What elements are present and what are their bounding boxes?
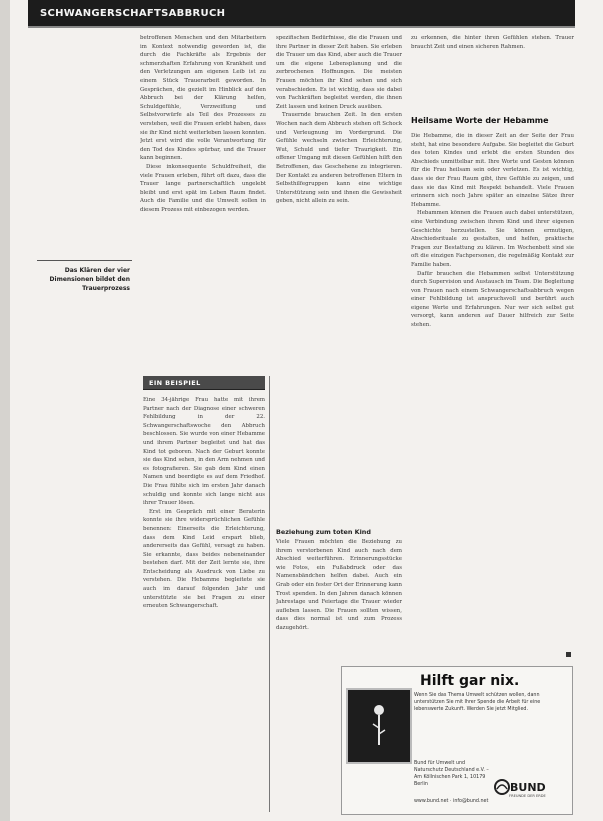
example-box-label: EIN BEISPIEL <box>149 379 201 387</box>
flower-figure-icon <box>372 704 386 748</box>
paragraph: Dafür brauchen die Hebammen selbst Unterstützung durch Supervision und Austausch im Team. Die Begleitung von Frauen nach einem Schwangerschaftsabbruch wegen einer Fehlbildung ist anspruchsvoll und berührt auch eigene Werte und Erfahrungen. Nur wer sich selbst gut versorgt, kann anderen auf Dauer hilfreich zur Seite stehen. <box>411 270 574 329</box>
paragraph: Erst im Gespräch mit einer Beraterin konnte sie ihre widersprüchlichen Gefühle benennen: Einerseits die Erleichterung, dass dem Kind Leid erspart blieb, andererseits das Gefühl, versagt zu haben. Sie erkannte, dass beides nebeneinander bestehen darf. Mit der Zeit lernte sie, ihre Entscheidung als Ausdruck von Liebe zu verstehen. Die Hebamme begleitete sie auch im darauf folgenden Jahr und unterstützte sie bei Fragen zu einer erneuten Schwangerschaft. <box>143 508 265 610</box>
article-column-2 <box>140 34 266 369</box>
caption-rule <box>37 260 132 261</box>
header-rule <box>28 26 575 28</box>
section-title: SCHWANGERSCHAFTSABBRUCH <box>40 8 226 19</box>
ad-text: Wenn Sie das Thema Umwelt schützen wollen, dann unterstützen Sie mit Ihrer Spende die Arbeit für eine lebenswerte Zukunft. Werden Sie jetzt Mitglied. <box>414 693 541 712</box>
subheading: Beziehung zum toten Kind <box>276 528 371 536</box>
example-box-body <box>143 396 265 808</box>
paragraph: betroffenen Menschen und den Mitarbeitern im Kontext notwendig geworden ist, die durch die Fachkräfte als Ergebnis der schmerzhaften Erfahrung von Krankheit und den Verletzungen am eigenen Leib ist zu einem Stück Trauerarbeit geworden. In Gesprächen, die gezielt im Hinblick auf den Abbruch bei der Klärung helfen, Schuldgefühle, Verzweiflung und Selbstvorwürfe als Teil des Prozesses zu verstehen, weil die Frauen erlebt haben, dass sie ihr Kind nicht weiterleben lassen konnten. Jetzt erst wird die volle Verantwortung für den Tod des Kindes spürbar, und die Trauer kann beginnen. <box>140 35 266 162</box>
ad-contact: www.bund.net · info@bund.net <box>414 799 489 804</box>
article-column-4 <box>411 132 574 652</box>
ad-logo-subtext: FREUNDE DER ERDE <box>509 794 546 798</box>
ad-logo-text: BUND <box>510 781 546 794</box>
example-box-heading <box>143 376 265 390</box>
paragraph: Eine 34-jährige Frau hatte mit ihrem Partner nach der Diagnose einer schweren Fehlbildung in der 22. Schwangerschaftswoche den Abbruch beschlossen. Sie wurde von einer Hebamme und ihrem Partner begleitet und hat das Kind tot geboren. Nach der Geburt konnte sie das Kind sehen, in den Arm nehmen und es fotografieren. Sie gab dem Kind einen Namen und beerdigte es auf dem Friedhof. Die Frau fühlte sich im ersten Jahr danach schuldig und konnte sich lange nicht aus ihrer Trauer lösen. <box>143 397 265 507</box>
article-column-3-continued <box>276 538 402 660</box>
ad-title: Hilft gar nix. <box>420 673 520 689</box>
page-edge <box>0 0 10 821</box>
paragraph: Hebammen können die Frauen auch dabei unterstützen, eine Verbindung zwischen ihrem Kind und ihrer eigenen Geschichte herzustellen. Sie können ermutigen, Abschiedsrituale zu gestalten, und helfen, praktische Fragen zur Bestattung zu klären. Im Wochenbett sind sie oft die einzigen Fachpersonen, die regelmäßig Kontakt zur Familie haben. <box>411 210 574 268</box>
paragraph: Diese inkonsequente Schuldfreiheit, die viele Frauen erleben, führt oft dazu, dass die Trauer lange partnerschaftlich ungelebt bleibt und erst spät im Leben Raum findet. Auch die Familie und die Umwelt sollen in diesem Prozess mit einbezogen werden. <box>140 163 266 213</box>
pull-caption: Das Klären der vier Dimensionen bildet den Trauerprozess <box>49 267 130 292</box>
ad-photo <box>346 688 412 764</box>
article-column-3 <box>276 34 402 521</box>
article-column-4-top <box>411 34 574 78</box>
paragraph: Trauernde brauchen Zeit. In den ersten Wochen nach dem Abbruch stehen oft Schock und Verleugnung im Vordergrund. Die Gefühle wechseln zwischen Erleichterung, Wut, Schuld und tiefer Traurigkeit. Ein offener Umgang mit diesen Gefühlen hilft den Betroffenen, das Geschehene zu integrieren. Der Kontakt zu anderen betroffenen Eltern in Selbsthilfegruppen kann eine wichtige Unterstützung sein und ihnen die Gewissheit geben, nicht allein zu sein. <box>276 112 402 205</box>
paragraph: Die Hebamme, die in dieser Zeit an der Seite der Frau steht, hat eine besondere Aufgabe. Sie begleitet die Geburt des toten Kindes und erlebt die ersten Stunden des Abschieds unmittelbar mit. Ihre Worte und Gesten können für die Frau heilsam sein oder verletzen. Es ist wichtig, dass sie der Frau Raum gibt, ihre Gefühle zu zeigen, und dass sie das Kind mit Respekt behandelt. Viele Frauen erinnern sich noch Jahre später an einzelne Sätze ihrer Hebamme. <box>411 133 574 208</box>
section-heading: Heilsame Worte der Hebamme <box>411 116 549 125</box>
paragraph: zu erkennen, die hinter ihren Gefühlen stehen. Trauer braucht Zeit und einen sicheren Rahmen. <box>411 35 574 50</box>
paragraph: Viele Frauen möchten die Beziehung zu ihrem verstorbenen Kind auch nach dem Abschied weiterführen. Erinnerungsstücke wie Fotos, ein Fußabdruck oder das Namensbändchen helfen dabei. Auch ein Grab oder ein fester Ort der Erinnerung kann Trost spenden. In den Jahren danach können Jahrestage und Feiertage die Trauer wieder aufleben lassen. Die Frauen sollten wissen, dass dies normal ist und zum Prozess dazugehört. <box>276 539 402 631</box>
ad-address: Bund für Umwelt und Naturschutz Deutschland e.V. – Am Köllnischen Park 1, 10179 Berlin <box>414 761 489 787</box>
end-of-article-mark <box>566 652 571 657</box>
paragraph: spezifischen Bedürfnisse, die die Frauen und ihre Partner in dieser Zeit haben. Sie erleben die Trauer um das Kind, aber auch die Trauer um die eigene Lebensplanung und die zerbrochenen Hoffnungen. Die meisten Frauen möchten ihr Kind sehen und sich verabschieden. Es ist wichtig, dass sie dabei von Fachkräften begleitet werden, die ihnen Zeit lassen und keinen Druck ausüben. <box>276 35 402 110</box>
